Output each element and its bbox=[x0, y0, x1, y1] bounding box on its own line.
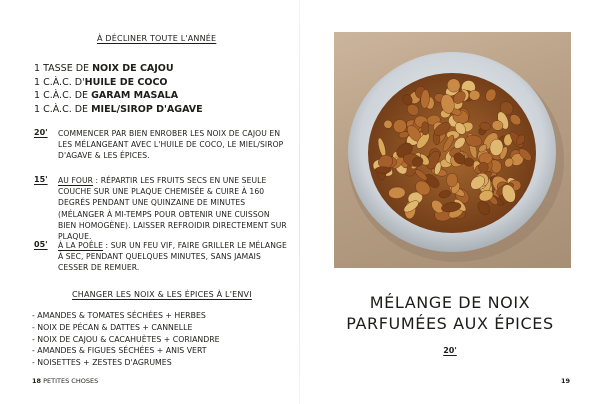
ingredient-qty: 1 TASSE DE bbox=[34, 63, 90, 74]
recipe-time bbox=[300, 346, 600, 355]
recipe-title-line-1: MÉLANGE DE NOIX bbox=[369, 293, 531, 312]
bowl-illustration bbox=[334, 32, 571, 268]
ingredient-name: NOIX DE CAJOU bbox=[92, 63, 174, 74]
page-number: 18 bbox=[32, 377, 42, 385]
ingredient-item bbox=[34, 76, 284, 90]
step-body: : RÉPARTIR LES FRUITS SECS EN UNE SEULE COUCHE SUR UNE PLAQUE CHEMISÉE & CUIRE À 160 DEGRÉS PENDANT UNE QUINZAINE DE MINUTES (MÉLANGER À MI-TEMPS POUR OBTENIR UNE CUISSON BIEN HOMOGÈNE). LAISSER REFROIDIR DIRECTEMENT SUR PLAQUE. bbox=[58, 176, 287, 242]
step-3 bbox=[34, 240, 288, 274]
step-time: 20' bbox=[34, 128, 48, 137]
step-2 bbox=[34, 175, 288, 242]
variations-list bbox=[32, 310, 282, 369]
list-item: - NOIX DE CAJOU & CACAHUÈTES + CORIANDRE bbox=[32, 334, 282, 346]
ingredient-name: GARAM MASALA bbox=[91, 90, 179, 101]
list-item: - NOIX DE PÉCAN & DATTES + CANNELLE bbox=[32, 322, 282, 334]
left-folio bbox=[32, 377, 98, 385]
step-text bbox=[58, 240, 288, 274]
step-text: COMMENCER PAR BIEN ENROBER LES NOIX DE CAJOU EN LES MÉLANGEANT AVEC L'HUILE DE COCO, LE MIEL/SIROP D'AGAVE & LES ÉPICES. bbox=[58, 129, 284, 161]
list-item: - AMANDES & FIGUES SÉCHÉES + ANIS VERT bbox=[32, 345, 282, 357]
recipe-title-line-2: PARFUMÉES AUX ÉPICES bbox=[346, 314, 554, 333]
nut-piece bbox=[375, 167, 391, 174]
step-label: AU FOUR bbox=[58, 176, 94, 185]
step-time: 05' bbox=[34, 240, 48, 249]
ingredient-qty: 1 C.À.C. D' bbox=[34, 76, 85, 88]
ingredient-item bbox=[34, 89, 284, 103]
section-title: À DÉCLINER TOUTE L'ANNÉE bbox=[97, 34, 217, 43]
ingredient-qty: 1 C.À.C. DE bbox=[34, 90, 89, 101]
nut-piece bbox=[469, 90, 480, 100]
page-number: 19 bbox=[560, 377, 570, 385]
ingredient-name: HUILE DE COCO bbox=[84, 76, 168, 88]
right-page bbox=[300, 0, 600, 404]
right-folio bbox=[561, 377, 570, 385]
step-body: : SUR UN FEU VIF, FAIRE GRILLER LE MÉLANGE À SEC, PENDANT QUELQUES MINUTES, SANS JAMAIS CESSER DE REMUER. bbox=[58, 241, 287, 273]
ingredient-name: MIEL/SIROP D'AGAVE bbox=[91, 103, 203, 115]
ingredient-qty: 1 C.À.C. DE bbox=[34, 103, 89, 115]
step-label: À LA POÊLE bbox=[58, 241, 104, 250]
list-item: - NOISETTES + ZESTES D'AGRUMES bbox=[32, 357, 282, 369]
step-time: 15' bbox=[34, 175, 48, 184]
ingredient-list bbox=[34, 62, 284, 116]
step-text bbox=[58, 175, 288, 242]
dish-photo bbox=[334, 32, 571, 268]
ingredient-item bbox=[34, 103, 284, 117]
variations-title: CHANGER LES NOIX & LES ÉPICES À L'ENVI bbox=[72, 290, 252, 299]
running-title: PETITES CHOSES bbox=[43, 377, 99, 385]
list-item: - AMANDES & TOMATES SÉCHÉES + HERBES bbox=[32, 310, 282, 322]
nut-piece bbox=[478, 162, 488, 172]
recipe-time-value: 20' bbox=[443, 346, 457, 355]
ingredient-item bbox=[34, 62, 284, 76]
step-1 bbox=[34, 128, 288, 162]
